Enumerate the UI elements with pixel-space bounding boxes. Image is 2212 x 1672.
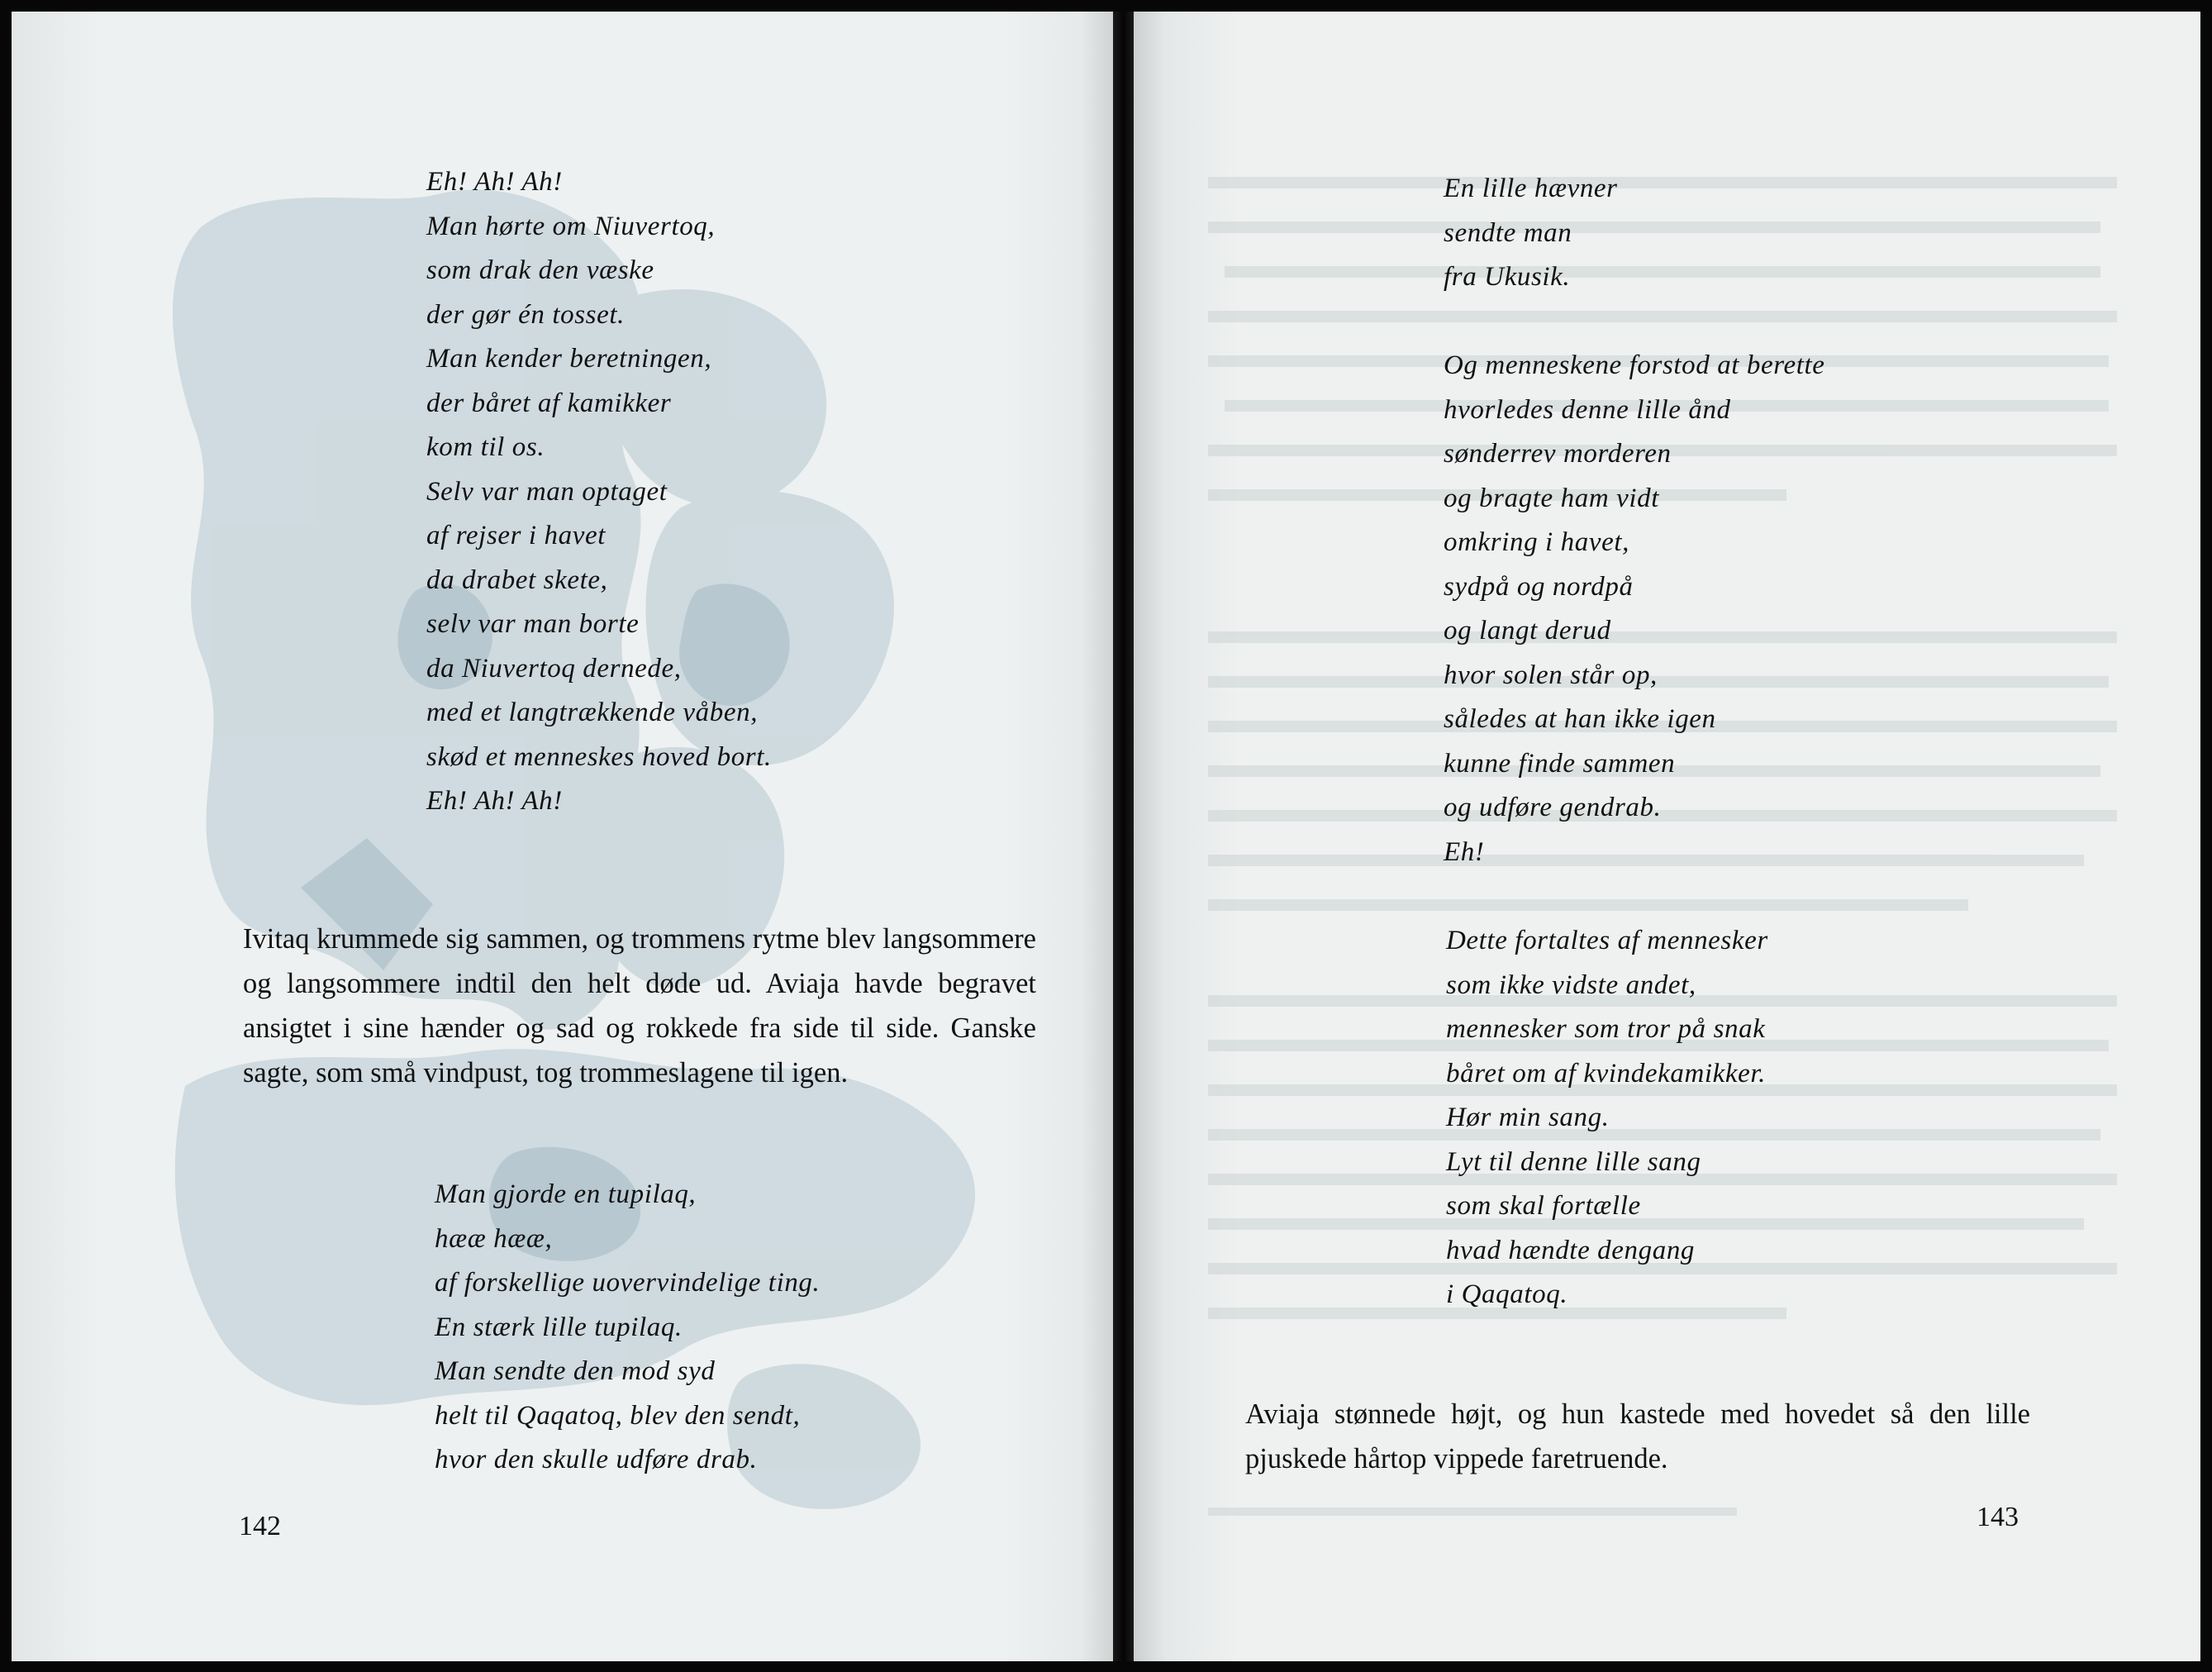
verse-block-1 <box>426 160 772 824</box>
verse-line: fra Ukusik. <box>1444 262 1571 292</box>
verse-line: kom til os. <box>426 432 545 462</box>
verse-line: af rejser i havet <box>426 521 607 550</box>
verse-block-2 <box>435 1173 820 1483</box>
verse-line: Eh! Ah! Ah! <box>426 786 563 816</box>
verse-line: af forskellige uovervindelige ting. <box>435 1268 821 1298</box>
verse-line: med et langtrækkende våben, <box>426 698 759 727</box>
verse-line: sendte man <box>1444 217 1572 248</box>
verse-line: da drabet skete, <box>426 564 608 595</box>
verse-line: da Niuvertoq dernede, <box>426 653 682 684</box>
verse-line: omkring i havet, <box>1444 527 1629 557</box>
verse-line: En stærk lille tupilaq. <box>435 1312 683 1342</box>
verse-line: hææ hææ, <box>435 1223 553 1254</box>
verse-line: og udføre gendrab. <box>1444 793 1662 822</box>
verse-line: skød et menneskes hoved bort. <box>426 741 772 772</box>
verse-line: Hør min sang. <box>1446 1103 1610 1132</box>
verse-line: således at han ikke igen <box>1444 704 1716 734</box>
narrative-paragraph: Ivitaq krummede sig sammen, og trommens rytme blev langsommere og langsommere indtil den helt døde ud. Aviaja havde begravet ansigtet i sine hænder og sad og rokkede fra side til side. Ganske sagte, som små vindpust, tog trommeslagene til igen. <box>243 923 1036 1088</box>
verse-line: helt til Qaqatoq, blev den sendt, <box>435 1400 801 1431</box>
verse-line: der båret af kamikker <box>426 388 672 418</box>
verse-line: Man gjorde en tupilaq, <box>435 1179 697 1209</box>
verse-line: som ikke vidste andet, <box>1446 969 1696 1000</box>
verse-line: Eh! <box>1444 836 1485 867</box>
verse-line: selv var man borte <box>426 609 640 639</box>
verse-line: Eh! Ah! Ah! <box>426 167 563 197</box>
verse-line: båret om af kvindekamikker. <box>1446 1058 1767 1088</box>
verse-line: og langt derud <box>1444 616 1611 645</box>
verse-line: Selv var man optaget <box>426 476 668 507</box>
verse-line: som skal fortælle <box>1446 1191 1641 1221</box>
verse-line: hvad hændte dengang <box>1446 1235 1696 1265</box>
verse-line: Lyt til denne lille sang <box>1446 1146 1701 1177</box>
verse-line: Man kender beretningen, <box>426 344 712 374</box>
verse-block-2 <box>1446 919 1768 1317</box>
verse-line: Man sendte den mod syd <box>435 1356 716 1386</box>
verse-line: i Qaqatoq. <box>1446 1279 1568 1309</box>
verse-line: sønderrev morderen <box>1444 439 1672 469</box>
verse-line: hvor den skulle udføre drab. <box>435 1445 758 1474</box>
verse-line: hvor solen står op, <box>1444 660 1658 690</box>
verse-line: og bragte ham vidt <box>1444 483 1660 513</box>
right-page <box>1134 12 2200 1661</box>
page-number: 142 <box>239 1511 281 1541</box>
verse-block-1 <box>1444 167 1825 874</box>
page-number: 143 <box>1977 1502 2019 1532</box>
verse-line: Og menneskene forstod at berette <box>1444 350 1825 380</box>
verse-line: kunne finde sammen <box>1444 748 1676 779</box>
verse-line: Dette fortaltes af mennesker <box>1446 926 1768 955</box>
verse-line: som drak den væske <box>426 255 654 285</box>
verse-line: Man hørte om Niuvertoq, <box>426 211 716 241</box>
left-page <box>12 12 1113 1661</box>
verse-line: sydpå og nordpå <box>1444 571 1634 602</box>
stanza-gap <box>1444 300 1825 345</box>
narrative-paragraph: Aviaja stønnede højt, og hun kastede med hovedet så den lille pjuskede hårtop vippede faretruende. <box>1245 1398 2030 1474</box>
book-gutter <box>1113 12 1134 1661</box>
verse-line: hvorledes denne lille ånd <box>1444 394 1731 425</box>
verse-line: der gør én tosset. <box>426 299 625 330</box>
verse-line: mennesker som tror på snak <box>1446 1014 1766 1044</box>
verse-line: En lille hævner <box>1444 174 1618 203</box>
